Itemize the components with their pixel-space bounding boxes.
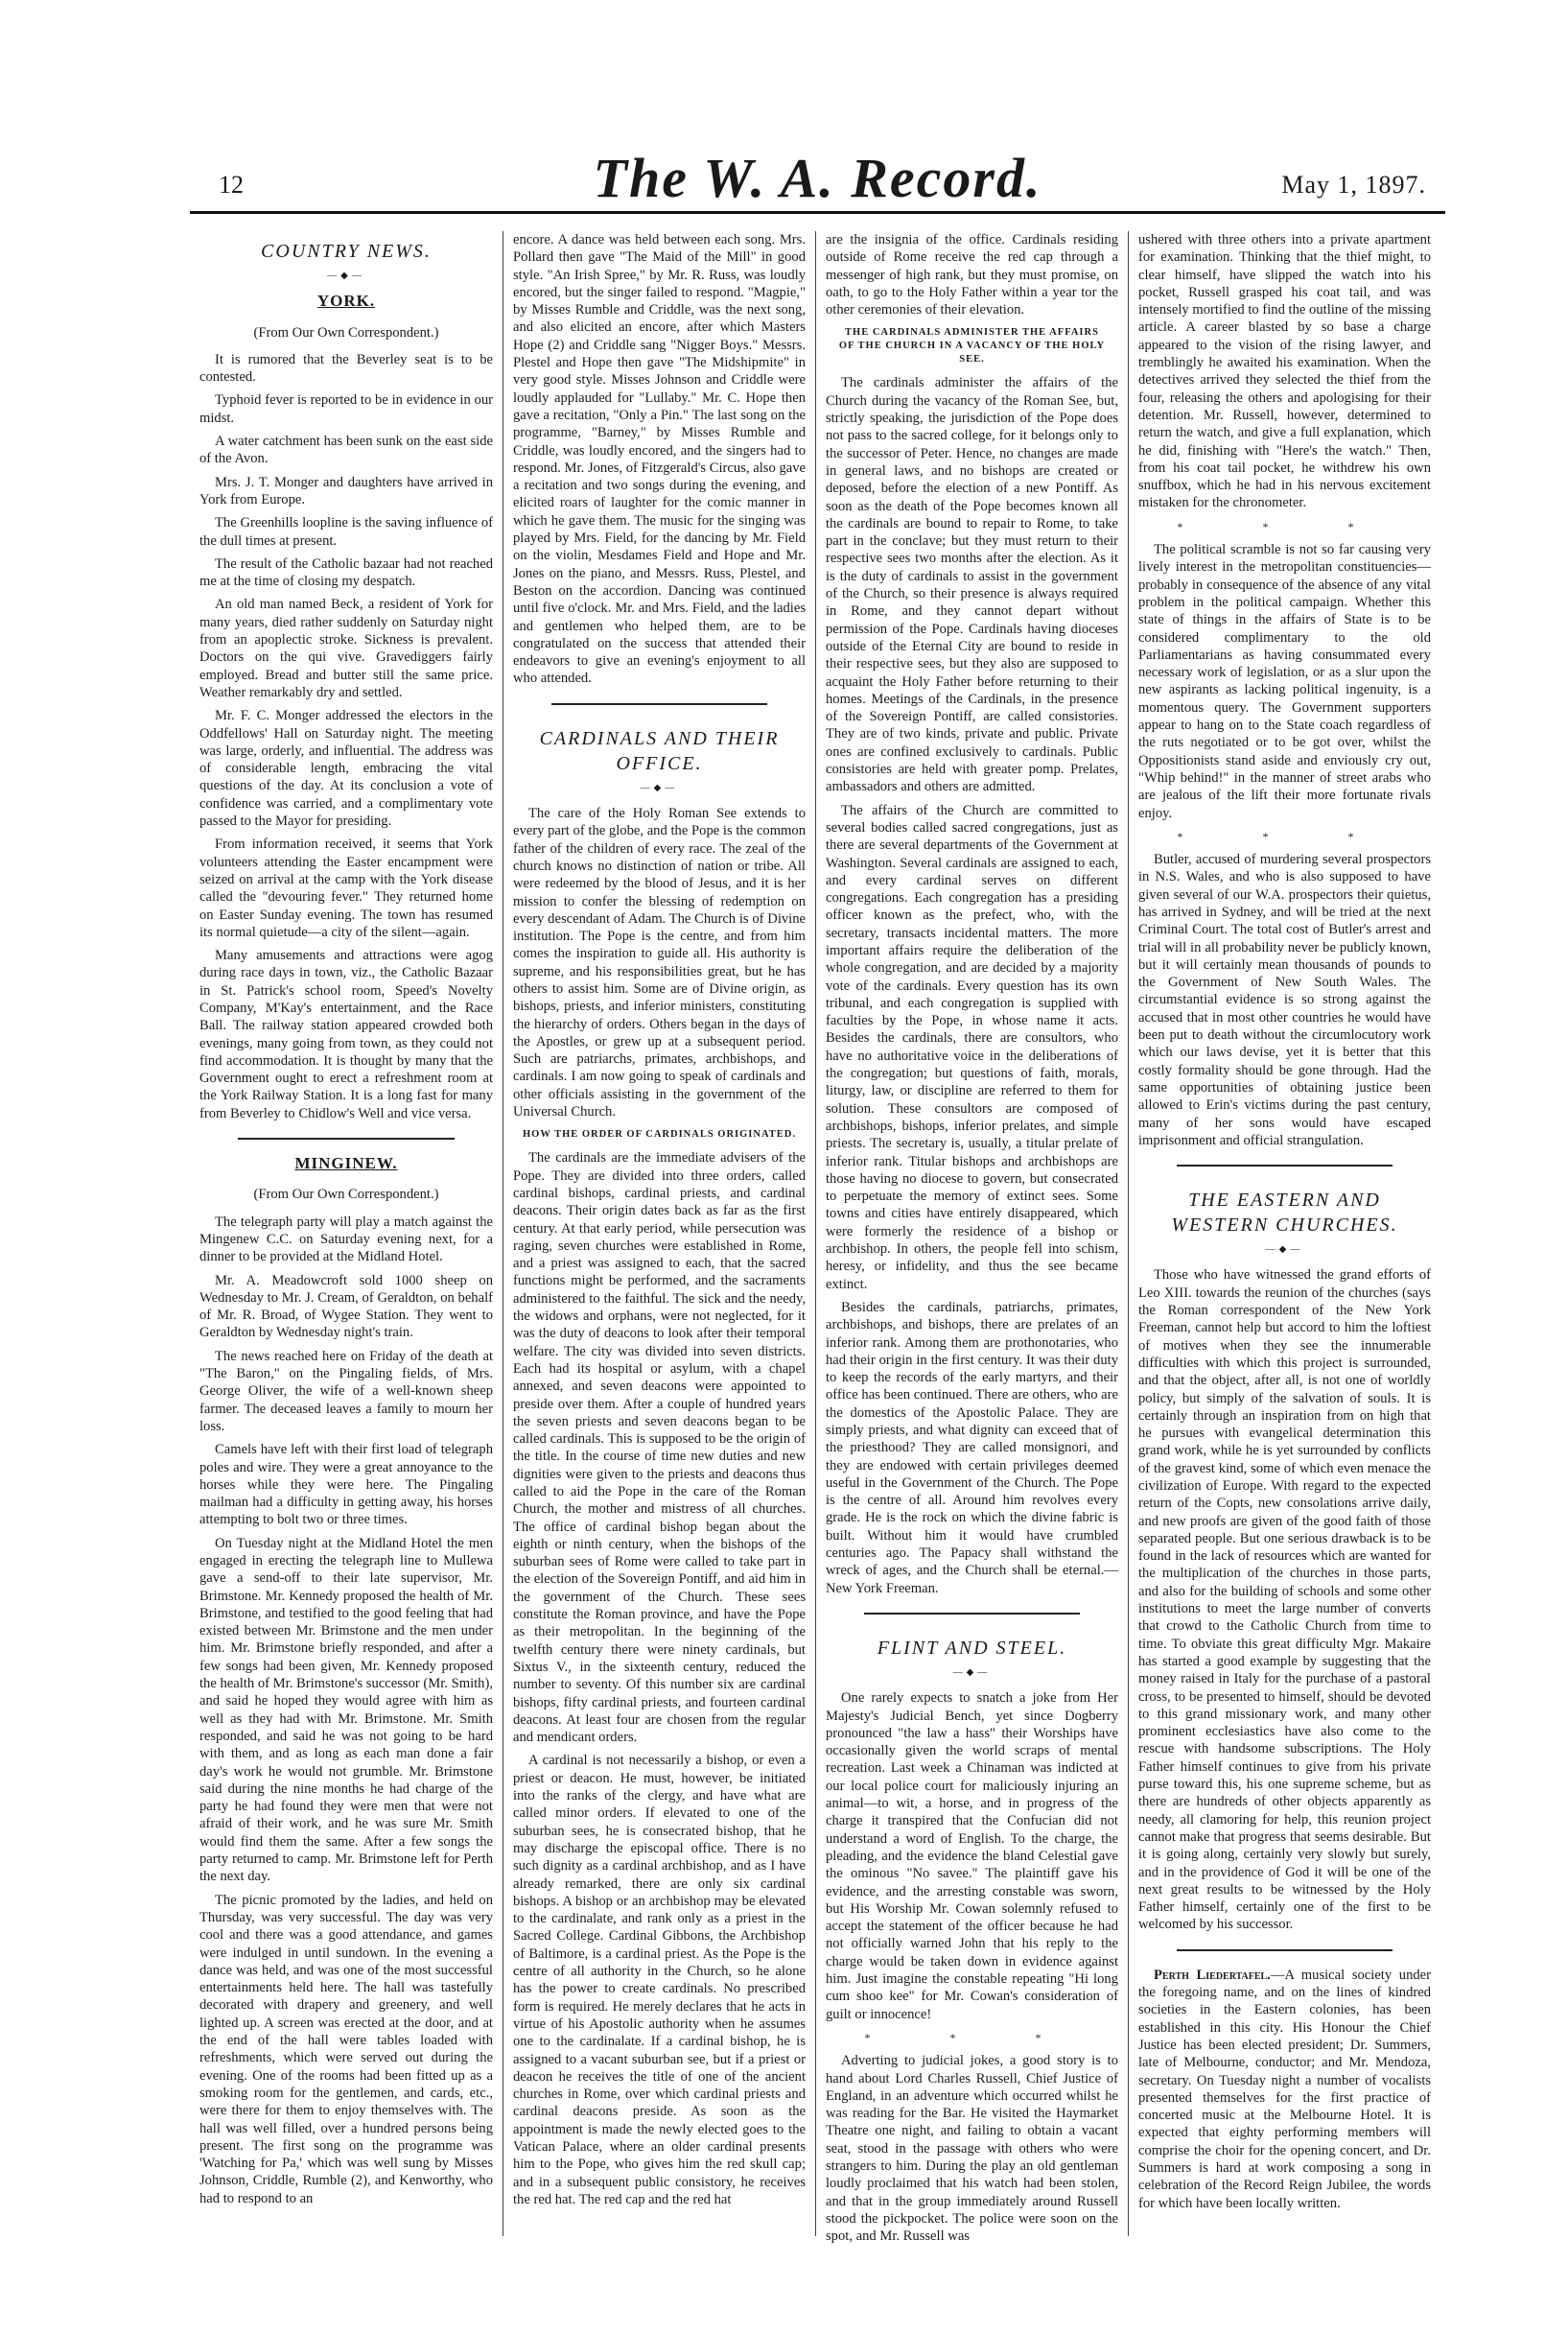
paragraph: Typhoid fever is reported to be in evidence in our midst. <box>199 392 493 426</box>
divider-ornament: —◆— <box>952 1666 992 1678</box>
paragraph: The political scramble is not so far causing very lively interest in the metropolitan constituencies—probably in consequence of the absence of any vital problem in the political campaign. Whether this state of things in the affairs of State is to be considered complimentary to the old Parliamentarians as having consummated every necessary work of legislation, or as a slur upon the new aspirants as lacking political ingenuity, is a momentous query. The Government supporters appear to hang on to the State coach regardless of the ruts negotiated or to be got over, whilst the Oppositionists stand aside and enviously cry out, "Whip behind!" in the manner of street arabs who are jealous of the lift their more fortunate rivals enjoy. <box>1138 542 1431 821</box>
liedertafel-text: —A musical society under the foregoing name, and on the lines of kindred societies in the Eastern colonies, has been established in this city. His Honour the Chief Justice has been elected president; Dr. Summers, late of Melbourne, conductor; and Mr. Mendoza, secretary. On Tuesday night a number of vocalists presented themselves for the first practice of concerted music at the Melbourne Hotel. It is expected that eighty performing members will comprise the choir for the opening concert, and Dr. Summers is hard at work composing a song in celebration of the Record Reign Jubilee, the words for which have been locally written. <box>1138 1967 1432 2211</box>
minginew-article <box>199 1214 493 2207</box>
issue-date: May 1, 1897. <box>1281 171 1426 199</box>
paragraph: Many amusements and attractions were agog during race days in town, viz., the Catholic Bazaar in St. Patrick's school room, Speed's Novelty Company, M'Kay's entertainment, and the Race Ball. The railway station appeared crowded both evenings, many going from town, as they could not find accommodation. It is thought by many that the Government ought to erect a refreshment room at the York Railway Station. It is a long fast for many from Beverley to Chidlow's Well and vice versa. <box>199 948 493 1121</box>
divider-ornament: —◆— <box>1265 1244 1304 1256</box>
continued-paragraph: are the insignia of the office. Cardinals residing outside of Rome receive the red cap through a messenger of high rank, but they must promise, on oath, to go to the Holy Father within a year tor the other ceremonies of their elevation. <box>826 232 1118 318</box>
section-stars: * * * <box>1177 829 1392 843</box>
paragraph: A cardinal is not necessarily a bishop, or even a priest or deacon. He must, however, be initiated into the ranks of the clergy, and have what are called minor orders. If elevated to one of the suburban sees, he is consecrated bishop, that he may discharge the episcopal office. There is no such dignity as a cardinal archbishop, and as I have already remarked, there are only six cardinal bishops. A bishop or an archbishop may be elevated to the cardinalate, and rank only as a priest in the Sacred College. Cardinal Gibbons, the Archbishop of Baltimore, is a cardinal priest. As the Pope is the centre of all authority in the Church, so he alone has the power to create cardinals. No prescribed form is required. He merely declares that he acts in virtue of his Apostolic authority when he assumes one to the cardinalate. If a cardinal bishop, he is assigned to a vacant suburban see, but if a priest or deacon he receives the title of one of the ancient churches in Rome, over which cardinal priests and cardinal deacons preside. As soon as the appointment is made the newly elected goes to the Vatican Palace, where an older cardinal presents him to the Pope, who gives him the red skull cap; and in a subsequent public consistory, he receives the red hat. The red cap and the red hat <box>513 1753 806 2207</box>
country-news-title: COUNTRY NEWS. <box>261 241 432 262</box>
paragraph: Mrs. J. T. Monger and daughters have arrived in York from Europe. <box>199 474 493 507</box>
page-number: 12 <box>219 171 244 199</box>
churches-title: THE EASTERN AND WESTERN CHURCHES. <box>1171 1190 1398 1237</box>
paragraph: The picnic promoted by the ladies, and held on Thursday, was very successful. The day was very cool and there was a good attendance, and games were indulged in until sundown. In the evening a dance was held, and was one of the most successful entertainments held here. The hall was tastefully decorated with drapery and greenery, and well lighted up. A screen was erected at the door, and at the end of the hall were tables loaded with refreshments, which were served out during the evening. One of the rooms had been fitted up as a smoking room for the gentlemen, and cards, etc., were there for them to enjoy themselves with. The hall was well filled, over a hundred persons being present. The first song on the programme was 'Watching for Pa,' which was well sung by Misses Johnson, Criddle, Rumble (2), and Kenworthy, who had to respond to an <box>199 1892 493 2206</box>
minginew-title: MINGINEW. <box>294 1154 398 1173</box>
paragraph: The news reached here on Friday of the death at "The Baron," on the Pingaling fields, of Mrs. George Oliver, the wife of a well-known sheep farmer. The deceased leaves a family to mourn her loss. <box>199 1348 493 1434</box>
paragraph: Camels have left with their first load of telegraph poles and wire. They were a great annoyance to the horses while they were here. The Pingaling mailman had a difficulty in getting away, his horses attempting to bolt two or three times. <box>199 1442 493 1528</box>
section-stars: * * * <box>1177 519 1392 533</box>
column-2 <box>503 231 815 2236</box>
paragraph: The affairs of the Church are committed to several bodies called sacred congregations, just as there are several departments of the Government at Washington. Several cardinals are assigned to each, and every cardinal serves on different congregations. Each congregation has a presiding officer known as the prefect, who, with the secretary, transacts incidental matters. The more important affairs require the deliberation of the whole congregation, and are decided by a majority vote of the cardinals. Every question has its own tribunal, and each congregation is supplied with faculties by the Pope, in whose name it acts. Besides the cardinals, there are consultors, who have no authoritative voice in the deliberations of the congregation; but questions of faith, morals, liturgy, law, or discipline are referred to them for solution. These consultors are composed of archbishops, bishops, inferior prelates, and simple priests. The secretary is, usually, a titular prelate of inferior rank. Titular bishops and archbishops are those having no diocese to govern, but consecrated to perpetuate the memory of extinct sees. Some towns and cities have entirely disappeared, which were formerly the residence of a bishop or archbishop. In others, the people fell into schism, heresy, or infidelity, and thus the see became extinct. <box>826 802 1118 1292</box>
paragraph: On Tuesday night at the Midland Hotel the men engaged in erecting the telegraph line to Mullewa gave a send-off to their late supervisor, Mr. Brimstone. Mr. Kennedy proposed the health of Mr. Brimstone, and testified to the good feeling that had existed between Mr. Brimstone and the men under him. Mr. Brimstone briefly responded, and after a few songs had been given, Mr. Kennedy proposed the health of Mr. Brimstone's successor (Mr. Smith), and said he hoped they would agree with him as well as they had with Mr. Brimstone. Mr. Smith responded, and said he was not going to be hard with them, and as long as each man done a fair day's work he would not grumble. Mr. Brimstone said during the nine months he had charge of the party he had found they were men that were not afraid of their work, and he was sure Mr. Smith would find them the same. After a few songs the party returned to camp. Mr. Brimstone left for Perth the next day. <box>199 1535 493 1885</box>
continued-paragraph: encore. A dance was held between each song. Mrs. Pollard then gave "The Maid of the Mill" in good style. "An Irish Spree," by Mr. R. Russ, was loudly encored, but the singer failed to respond. "Magpie," by Misses Rumble and Criddle, was the next song, and also elicited an encore, after which Masters Hope (2) and Criddle sang "Nigger Boys." Messrs. Plestel and Hope then gave "The Midshipmite" in very good style. Misses Johnson and Criddle were loudly applauded for "Lullaby." Mr. C. Hope then gave a recitation, "Only a Pin." The last song on the programme, "Barney," by Misses Rumble and Criddle, was loudly encored, and the singers had to respond. Mr. Jones, of Fitzgerald's Circus, also gave a recitation and two songs during the evening, and elicited roars of laughter for the comic manner in which he gave them. The music for the singing was played by Mrs. Field, for the dancing by Mr. Field on the violin, Mesdames Field and Hope and Mr. Jones on the piano, and Messrs. Russ, Plestel, and Beston on the accordion. Dancing was continued until five o'clock. Mr. and Mrs. Field, and the ladies and gentlemen who helped them, are to be congratulated on the success that attended their endeavors to give an evening's enjoyment to all who attended. <box>513 232 806 687</box>
minginew-byline: (From Our Own Correspondent.) <box>253 1187 439 1203</box>
column-3 <box>815 231 1128 2245</box>
section-rule <box>1177 1165 1392 1167</box>
continued-paragraph: ushered with three others into a private apartment for examination. Thinking that the thief might, to clear himself, have slipped the watch into his pocket, Russell grasped his coat tail, and was intensely mortified to find the outline of the missing article. A career blasted by so base a charge appeared to the vision of the rising lawyer, and tremblingly he awaited his examination. When the detectives arrived they selected the thief from the four, releasing the others and apologising for their detention. Mr. Russell, however, determined to return the watch, and give a full explanation, which he did, finishing with "Here's the watch." Then, from his coat tail pocket, he withdrew his own snuffbox, which he had in his nervous excitement mistaken for the chronometer. <box>1138 232 1431 511</box>
paragraph: An old man named Beck, a resident of York for many years, died rather suddenly on Saturday night from an apoplectic stroke. Sickness is prevalent. Doctors on the qui vive. Gravediggers fairly employed. Bread and butter still the same price. Weather remarkably dry and settled. <box>199 597 493 700</box>
paragraph: Adverting to judicial jokes, a good story is to hand about Lord Charles Russell, Chief Justice of England, in an adventure which occurred whilst he was reading for the Bar. He visited the Haymarket Theatre one night, and failing to obtain a vacant seat, stood in the passage with others who were strangers to him. During the play an old gentleman loudly proclaimed that his watch had been stolen, and that in the group immediately around Russell stood the pickpocket. The police were soon on the spot, and Mr. Russell was <box>826 2053 1118 2245</box>
paragraph: The Greenhills loopline is the saving influence of the dull times at present. <box>199 515 493 549</box>
flint-title: FLINT AND STEEL. <box>877 1637 1067 1659</box>
origin-subheading: HOW THE ORDER OF CARDINALS ORIGINATED. <box>523 1129 796 1141</box>
liedertafel-paragraph <box>1138 1967 1431 2212</box>
cardinals-title: CARDINALS AND THEIR OFFICE. <box>539 727 780 774</box>
administer-subheading: THE CARDINALS ADMINISTER THE AFFAIRS OF THE CHURCH IN A VACANCY OF THE HOLY SEE. <box>838 327 1106 365</box>
section-rule <box>238 1138 455 1140</box>
paragraph: The cardinals administer the affairs of the Church during the vacancy of the Roman See, but, strictly speaking, the jurisdiction of the Pope does not pass to the sacred college, for it belongs only to the successor of Peter. Hence, no changes are made in general laws, and no bishops are created or deposed, before the election of a new Pontiff. As soon as the death of the Pope becomes known all the cardinals are bound to repair to Rome, to take part in the conclave; but they must return to their respective sees two months after the election. As it is the duty of cardinals to assist in the government of the Church, so their presence is always required in Rome, and they cannot depart without permission of the Pope. Cardinals having dioceses outside of the Eternal City are bound to reside in their respective sees, but they also are supposed to acquaint the Holy Father before returning to their homes. Meetings of the Cardinals, in the presence of the Sovereign Pontiff, are called consistories. They are of two kinds, private and public. Private ones are confined exclusively to cardinals. Public consistories are held with greater pomp. Prelates, ambassadors and others are admitted. <box>826 375 1118 795</box>
liedertafel-lede: Perth Liedertafel. <box>1154 1967 1271 1983</box>
section-rule <box>864 1613 1080 1615</box>
columns <box>190 231 1445 2245</box>
york-byline: (From Our Own Correspondent.) <box>253 324 439 341</box>
divider-ornament: —◆— <box>327 271 365 281</box>
paragraph: Mr. A. Meadowcroft sold 1000 sheep on Wednesday to Mr. J. Cream, of Geraldton, on behalf of Mr. R. Broad, of Wygee Station. They went to Geraldton by Wednesday night's train. <box>199 1272 493 1341</box>
paragraph: The care of the Holy Roman See extends to every part of the globe, and the Pope is the common father of the children of every race. The zeal of the church knows no distinction of nation or tribe. All were redeemed by the blood of Jesus, and it is her mission to confer the blessing of redemption on every descendant of Adam. The Church is of Divine institution. The Pope is the centre, and from him comes the inspiration to guide all. His authority is supreme, and his responsibilities great, but he has others to assist him. Some are of Divine origin, as bishops, priests, and inferior ministers, constituting the hierarchy of orders. Others began in the days of the Apostles, or grew up at a subsequent period. Such are patriarchs, primates, archbishops, and cardinals. I am now going to speak of cardinals and other officials assisting in the government of the Universal Church. <box>513 806 806 1120</box>
york-title: YORK. <box>316 292 376 311</box>
paragraph: Mr. F. C. Monger addressed the electors in the Oddfellows' Hall on Saturday night. The meeting was large, orderly, and influential. The address was of considerable length, embracing the vital questions of the day. At its conclusion a vote of confidence was carried, and a complimentary vote passed to the Mayor for presiding. <box>199 708 493 830</box>
york-article <box>199 351 493 1122</box>
paragraph: Besides the cardinals, patriarchs, primates, archbishops, and bishops, there are prelates of an inferior rank. Among them are prothonotaries, who had their origin in the first century. It was their duty to keep the records of the early martyrs, and their office has been continued. There are others, who are the domestics of the Apostolic Palace. They are simply priests, and what dignity can exceed that of the priesthood? They are called monsignori, and they are endowed with certain privileges deemed useful in the Government of the Church. The Pope is the centre of all. Around him revolves every grade. He is the rock on which the divine fabric is built. Without him it would have crumbled centuries ago. The Papacy shall withstand the wreck of ages, and the Church shall be eternal.—New York Freeman. <box>826 1299 1118 1596</box>
column-1 <box>190 231 503 2236</box>
column-4 <box>1128 231 1440 2236</box>
paragraph: Those who have witnessed the grand efforts of Leo XIII. towards the reunion of the churches (says the Roman correspondent of the New York Freeman, cannot help but accord to him the loftiest of motives when they see the innumerable difficulties with which this project is surrounded, and that the object, after all, is not one of worldly policy, but simply of the salvation of souls. It is certainly through an inspiration from on high that he pursues with evangelical determination this grand work, while he is yet surrounded by conflicts of the gravest kind, some of which even menace the civilization of Europe. With regard to the expected return of the Copts, new consolations arrive daily, and new proofs are given of the good faith of those separated people. But one serious drawback is to be found in the lack of resources which are wanted for the multiplication of the churches in those parts, and also for the building of schools and some other institutions to meet the large number of converts that crowd to the Catholic Church from time to time. To obviate this great difficulty Mgr. Makaire has started a good example by suggesting that the money raised in Italy for the purchase of a pastoral cross, to be presented to himself, should be devoted to this grand missionary work, and many other prominent ecclesiastics have also come to the rescue with handsome subscriptions. The Holy Father himself continues to give from his private purse toward this, his one supreme scheme, but as there are hundreds of other objects apparently as needy, all clamoring for help, this reunion project cannot make that progress that seems desirable. But it is going along, certainly very slowly but surely, and in the providence of God it will be one of the next great results to be witnessed by the Holy Father himself, certainly one of the first to be welcomed by his successor. <box>1138 1267 1431 1933</box>
paragraph: The telegraph party will play a match against the Mingenew C.C. on Saturday evening next, for a dinner to be provided at the Midland Hotel. <box>199 1214 493 1265</box>
divider-ornament: —◆— <box>640 782 679 793</box>
section-rule <box>551 703 767 705</box>
paragraph: A water catchment has been sunk on the east side of the Avon. <box>199 434 493 467</box>
paper-title: The W. A. Record. <box>593 147 1042 209</box>
paragraph: The cardinals are the immediate advisers of the Pope. They are divided into three orders, called cardinal bishops, cardinal priests, and cardinal deacons. Their origin dates back as far as the first century. At that early period, while persecution was raging, seven churches were established in Rome, and a priest was assigned to each, that the sacred functions might be performed, and the sacraments administered to the faithful. The sick and the needy, the widows and orphans, were not neglected, for it was the duty of deacons to look after their temporal welfare. The city was divided into seven districts. Each had its hospital or asylum, with a chapel annexed, and seven deacons were appointed to preside over them. After a couple of hundred years the seven priests and seven deacons began to be called cardinals. This is supposed to be the origin of the title. In the course of time new duties and new dignities were given to the priests and deacons thus called to aid the Pope in the care of the Roman Church, the mother and mistress of all churches. The office of cardinal bishop began about the eighth or ninth century, when the bishops of the suburban sees of Rome were called to take part in the election of the Sovereign Pontiff, and aid him in the government of the Church. These sees constitute the Roman province, and have the Pope as their metropolitan. In the beginning of the twelfth century there were ninety cardinals, but Sixtus V., in the sixteenth century, reduced the number to seventy. Of this number six are cardinal bishops, fifty cardinal priests, and fourteen cardinal deacons. At least four are chosen from the regular and mendicant orders. <box>513 1150 806 1746</box>
section-stars: * * * <box>864 2030 1080 2044</box>
masthead <box>190 147 1445 214</box>
paragraph: One rarely expects to snatch a joke from Her Majesty's Judicial Bench, yet since Dogberry pronounced "the law a hass" their Worships have occasionally given the world scraps of mental recreation. Last week a Chinaman was indicted at our local police court for maliciously injuring an animal—to wit, a horse, and in progress of the charge it transpired that the Confucian did not understand a word of English. To the charge, the pleading, and the evidence the bland Celestial gave the ominous "No savee." The plaintiff gave his evidence, and the arresting constable was sworn, but His Worship Mr. Cowan solemnly refused to accept the statement of the officer because he had not officially warned John that his reply to the charge would be taken down in evidence against him. Just imagine the constable repeating "Hi long cum shoo kee" for Mr. Cowan's consideration of guilt or innocence! <box>826 1690 1118 2022</box>
paragraph: From information received, it seems that York volunteers attending the Easter encampment were seized on arrival at the camp with the York disease called the "devouring fever." They returned home on Easter Sunday evening. The town has resumed its normal quietude—a city of the silent—again. <box>199 837 493 940</box>
section-rule <box>1177 1949 1392 1951</box>
paragraph: It is rumored that the Beverley seat is to be contested. <box>199 351 493 386</box>
paragraph: The result of the Catholic bazaar had not reached me at the time of closing my despatch. <box>199 555 493 590</box>
paragraph: Butler, accused of murdering several prospectors in N.S. Wales, and who is also supposed to have given several of our W.A. prospectors their quietus, has arrived in Sydney, and will be tried at the next Criminal Court. The total cost of Butler's arrest and trial will in all probability never be publicly known, but it will certainly mean thousands of pounds to the Government of New South Wales. The circumstantial evidence is so strong against the accused that in most other countries he would have been put to death without the circumlocutory work which our laws devise, yet it is better that this costly formality should be gone through. Had the same opportunities of obtaining justice been allowed to Erin's victims during the past century, many of her sons would have escaped imprisonment and official strangulation. <box>1138 852 1431 1148</box>
